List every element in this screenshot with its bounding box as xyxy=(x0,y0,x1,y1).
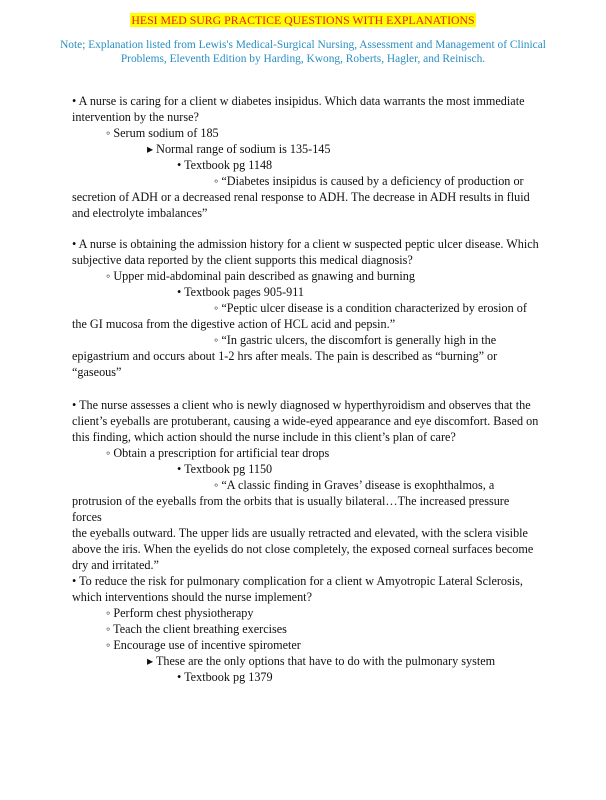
question-block-1 xyxy=(72,93,542,221)
question-text: subjective data reported by the client supports this medical diagnosis? xyxy=(72,253,413,267)
quote-text: “gaseous” xyxy=(72,365,122,379)
quote-text: ◦ “A classic finding in Graves’ disease is exophthalmos, a xyxy=(214,478,495,492)
quote-text: secretion of ADH or a decreased renal response to ADH. The decrease in ADH results in fluid xyxy=(72,190,530,204)
quote-text: protrusion of the eyeballs from the orbits that is usually bilateral…The increased pressure forces xyxy=(72,494,510,524)
source-note xyxy=(55,38,551,66)
quote-text: ◦ “In gastric ulcers, the discomfort is generally high in the xyxy=(214,333,497,347)
source-note-line: Problems, Eleventh Edition by Harding, Kwong, Roberts, Hagler, and Reinisch. xyxy=(120,53,486,65)
question-block-2 xyxy=(72,236,542,380)
question-text: client’s eyeballs are protuberant, causing a wide-eyed appearance and eye discomfort. Based on xyxy=(72,414,539,428)
answer-item: ◦ Upper mid-abdominal pain described as gnawing and burning xyxy=(106,269,415,283)
answer-item: ◦ Perform chest physiotherapy xyxy=(106,606,254,620)
question-text: • The nurse assesses a client who is newly diagnosed w hyperthyroidism and observes that the xyxy=(72,398,531,412)
question-text: • A nurse is caring for a client w diabetes insipidus. Which data warrants the most immediate xyxy=(72,94,525,108)
answer-item: ◦ Encourage use of incentive spirometer xyxy=(106,638,301,652)
quote-text: the GI mucosa from the digestive action of HCL acid and pepsin.” xyxy=(72,317,396,331)
reference-item: • Textbook pg 1148 xyxy=(177,158,273,172)
question-block-3 xyxy=(72,397,542,573)
header xyxy=(0,12,606,28)
quote-text: above the iris. When the eyelids do not close completely, the exposed corneal surfaces become xyxy=(72,542,534,556)
question-text: • To reduce the risk for pulmonary complication for a client w Amyotropic Lateral Sclerosis, xyxy=(72,574,523,588)
answer-item: ◦ Obtain a prescription for artificial tear drops xyxy=(106,446,330,460)
source-note-line: Note; Explanation listed from Lewis's Medical-Surgical Nursing, Assessment and Management of Clinical xyxy=(60,39,546,51)
quote-text: and electrolyte imbalances” xyxy=(72,206,208,220)
reference-item: • Textbook pages 905-911 xyxy=(177,285,304,299)
reference-item: • Textbook pg 1150 xyxy=(177,462,273,476)
answer-item: ◦ Teach the client breathing exercises xyxy=(106,622,287,636)
quote-text: ◦ “Peptic ulcer disease is a condition characterized by erosion of xyxy=(214,301,527,315)
question-text: this finding, which action should the nurse include in this client’s plan of care? xyxy=(72,430,456,444)
quote-text: ◦ “Diabetes insipidus is caused by a deficiency of production or xyxy=(214,174,524,188)
quote-text: the eyeballs outward. The upper lids are usually retracted and elevated, with the sclera visible xyxy=(72,526,528,540)
document-title: HESI MED SURG PRACTICE QUESTIONS WITH EXPLANATIONS xyxy=(131,13,475,27)
question-text: intervention by the nurse? xyxy=(72,110,199,124)
question-text: which interventions should the nurse implement? xyxy=(72,590,312,604)
question-text: • A nurse is obtaining the admission history for a client w suspected peptic ulcer disease. Which xyxy=(72,237,539,251)
answer-item: ◦ Serum sodium of 185 xyxy=(106,126,219,140)
question-block-4 xyxy=(72,573,542,685)
reference-item: • Textbook pg 1379 xyxy=(177,670,273,684)
quote-text: epigastrium and occurs about 1-2 hrs after meals. The pain is described as “burning” or xyxy=(72,349,498,363)
rationale-item: ▸ Normal range of sodium is 135-145 xyxy=(147,142,331,156)
quote-text: dry and irritated.” xyxy=(72,558,159,572)
rationale-item: ▸ These are the only options that have to do with the pulmonary system xyxy=(147,654,496,668)
